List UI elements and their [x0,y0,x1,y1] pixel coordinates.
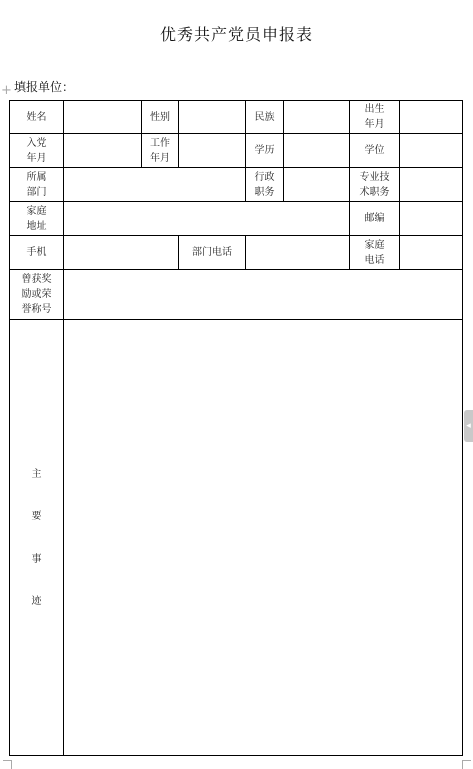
label-gender: 性别 [150,111,170,123]
label-main-deeds-char: 要 [31,511,42,523]
label-honors: 曾获奖 励或荣 誉称号 [21,274,52,315]
form-title: 优秀共产党员申报表 [159,25,313,44]
label-professional-title: 专业技 术职务 [359,171,390,198]
input-postal-code[interactable] [400,202,462,235]
label-mobile: 手机 [26,247,47,258]
input-name[interactable] [64,101,141,133]
input-work-start-date[interactable] [179,134,245,167]
label-ethnicity: 民族 [254,111,275,123]
fill-unit-label: 填报单位： [14,80,75,94]
label-home-phone: 家庭 电话 [364,239,385,266]
input-home-phone[interactable] [400,236,462,269]
input-professional-title[interactable] [400,168,462,201]
label-name: 姓名 [26,111,47,123]
input-join-party-date[interactable] [64,134,141,167]
label-join-party-date: 入党 年月 [26,137,47,164]
input-ethnicity[interactable] [284,101,349,133]
label-birth-date: 出生 年月 [364,104,385,130]
label-main-deeds-char: 迹 [31,595,42,607]
label-postal-code: 邮编 [364,213,385,224]
label-main-deeds-char: 事 [31,553,42,565]
label-work-start-date: 工作 年月 [150,137,170,164]
label-main-deeds-char: 主 [31,469,42,481]
side-panel-handle-icon[interactable]: ◂ [464,410,473,442]
input-degree[interactable] [400,134,462,167]
input-gender[interactable] [179,101,245,133]
label-degree: 学位 [364,145,385,156]
input-department[interactable] [64,168,245,201]
label-education: 学历 [254,145,275,156]
input-mobile[interactable] [64,236,178,269]
input-dept-phone[interactable] [246,236,349,269]
input-home-address[interactable] [64,202,349,235]
input-honors[interactable] [64,270,462,319]
label-admin-position: 行政 职务 [254,171,275,198]
table-move-handle-icon[interactable]: + [1,83,12,98]
input-education[interactable] [284,134,349,167]
label-main-deeds [10,440,63,636]
label-department: 所属 部门 [26,171,47,198]
label-dept-phone: 部门电话 [192,247,232,258]
input-main-deeds[interactable] [64,320,462,755]
input-birth-date[interactable] [400,101,462,133]
label-home-address: 家庭 地址 [26,205,47,232]
input-admin-position[interactable] [284,168,349,201]
